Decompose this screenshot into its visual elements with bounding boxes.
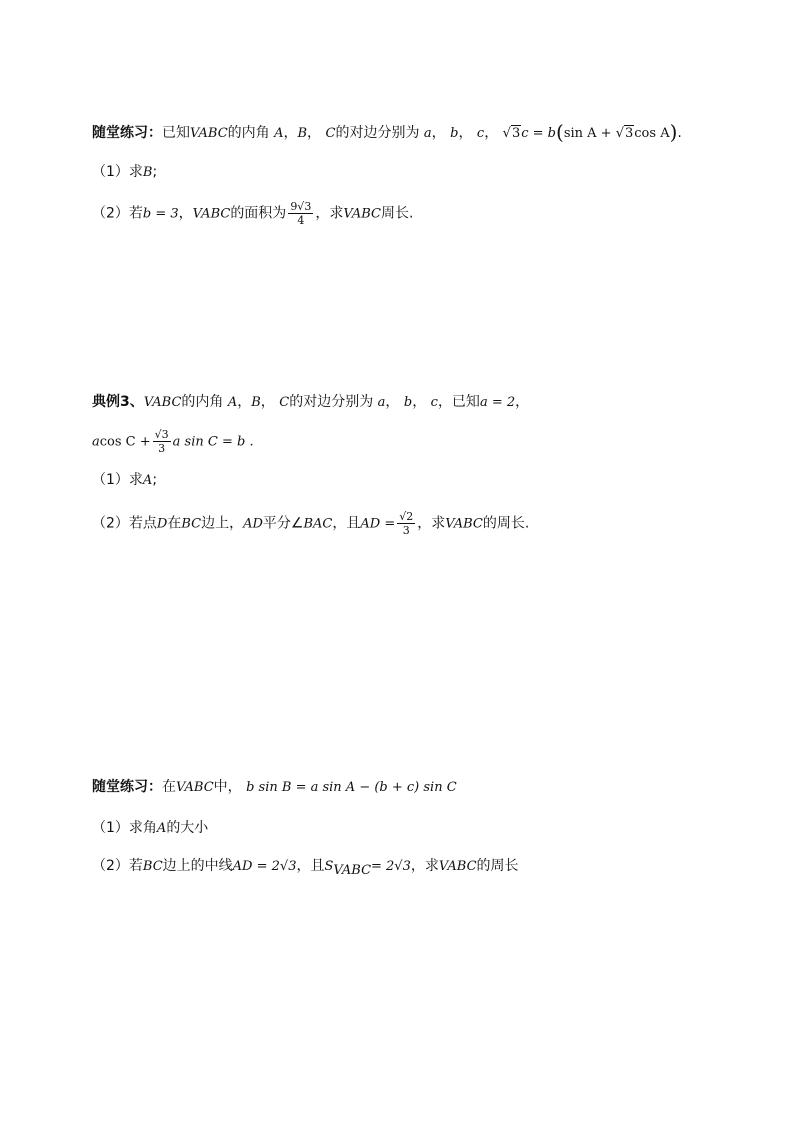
- p3-question-2: （2）若BC边上的中线AD = 2√3，且$S_{VABC}= 2√3$，求VABC的周长: [92, 858, 519, 878]
- p3-heading: 随堂练习：: [92, 779, 162, 795]
- p1-question-2: （2）若b = 3，VABC的面积为 $\frac{9√3}{4}$ ，求VABC周长.: [92, 200, 414, 227]
- p3-equation: b sin B = a sin A − (b + c) sin C: [246, 780, 457, 795]
- p2-heading: 典例3、: [92, 394, 144, 410]
- area-fraction: $\frac{9√3}{4}$: [290, 200, 312, 227]
- p2-question-1: （1）求A;: [92, 472, 158, 488]
- p1-equation: √3c = b(sin A + √3cos A).: [502, 120, 682, 144]
- p2-question-2: （2）若点D在BC边上，AD平分∠BAC，且AD = $\frac{√2}{3}$ ，求VABC的周长.: [92, 510, 530, 537]
- p1-statement: 随堂练习：已知VABC的内角 A，B， C的对边分别为 a， b， c， √3c = b(sin A + √3cos A).: [92, 120, 682, 144]
- p2-equation: acos C + $\frac{√3}{3}$ a sin C = b .: [92, 428, 254, 455]
- triangle-symbol: VABC: [190, 126, 228, 141]
- p1-heading: 随堂练习：: [92, 125, 162, 141]
- p3-question-1: （1）求角A的大小: [92, 820, 209, 836]
- p3-statement: 随堂练习：在VABC中， b sin B = a sin A − (b + c) sin C: [92, 779, 457, 795]
- sqrt3-over-3-fraction: $\frac{√3}{3}$: [154, 428, 169, 455]
- p2-statement: 典例3、VABC的内角 A，B， C的对边分别为 a， b， c，已知a = 2，: [92, 394, 530, 410]
- sqrt2-over-3-fraction: $\frac{√2}{3}$: [399, 510, 414, 537]
- p1-question-1: （1）求B;: [92, 164, 158, 180]
